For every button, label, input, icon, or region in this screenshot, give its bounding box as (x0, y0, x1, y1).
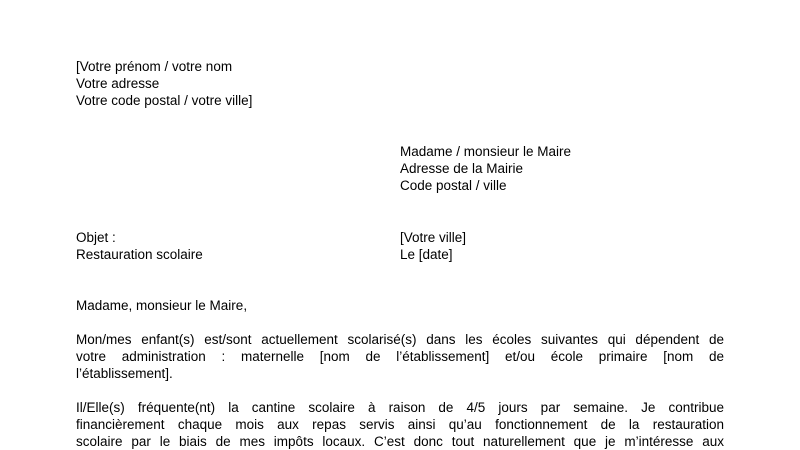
paragraph-line: l’établissement]. (76, 366, 173, 381)
recipient-address: Adresse de la Mairie (400, 161, 524, 176)
place-city: [Votre ville] (400, 230, 467, 245)
paragraph-line: Il/Elle(s) fréquente(nt) la cantine scolaire à raison de 4/5 jours par semaine. Je contribue (76, 400, 724, 415)
sender-postal-city: Votre code postal / votre ville] (76, 93, 253, 108)
salutation: Madame, monsieur le Maire, (76, 298, 248, 313)
letter-date: Le [date] (400, 247, 453, 262)
paragraph-line: scolaire par le biais de mes impôts locaux. C’est donc tout naturellement que je m’intéresse aux (76, 434, 724, 449)
recipient-postal-city: Code postal / ville (400, 178, 507, 193)
paragraph-line: votre administration : maternelle [nom de l’établissement] et/ou école primaire [nom de (76, 349, 724, 364)
subject-value: Restauration scolaire (76, 247, 203, 262)
paragraph-line: Mon/mes enfant(s) est/sont actuellement scolarisé(s) dans les écoles suivantes qui dépendent de (76, 332, 724, 347)
subject-label: Objet : (76, 230, 116, 245)
sender-name: [Votre prénom / votre nom (76, 59, 233, 74)
recipient-name: Madame / monsieur le Maire (400, 144, 572, 159)
sender-address: Votre adresse (76, 76, 160, 91)
paragraph-line: financièrement chaque mois aux repas servis ainsi qu’au fonctionnement de la restauration (76, 417, 724, 432)
